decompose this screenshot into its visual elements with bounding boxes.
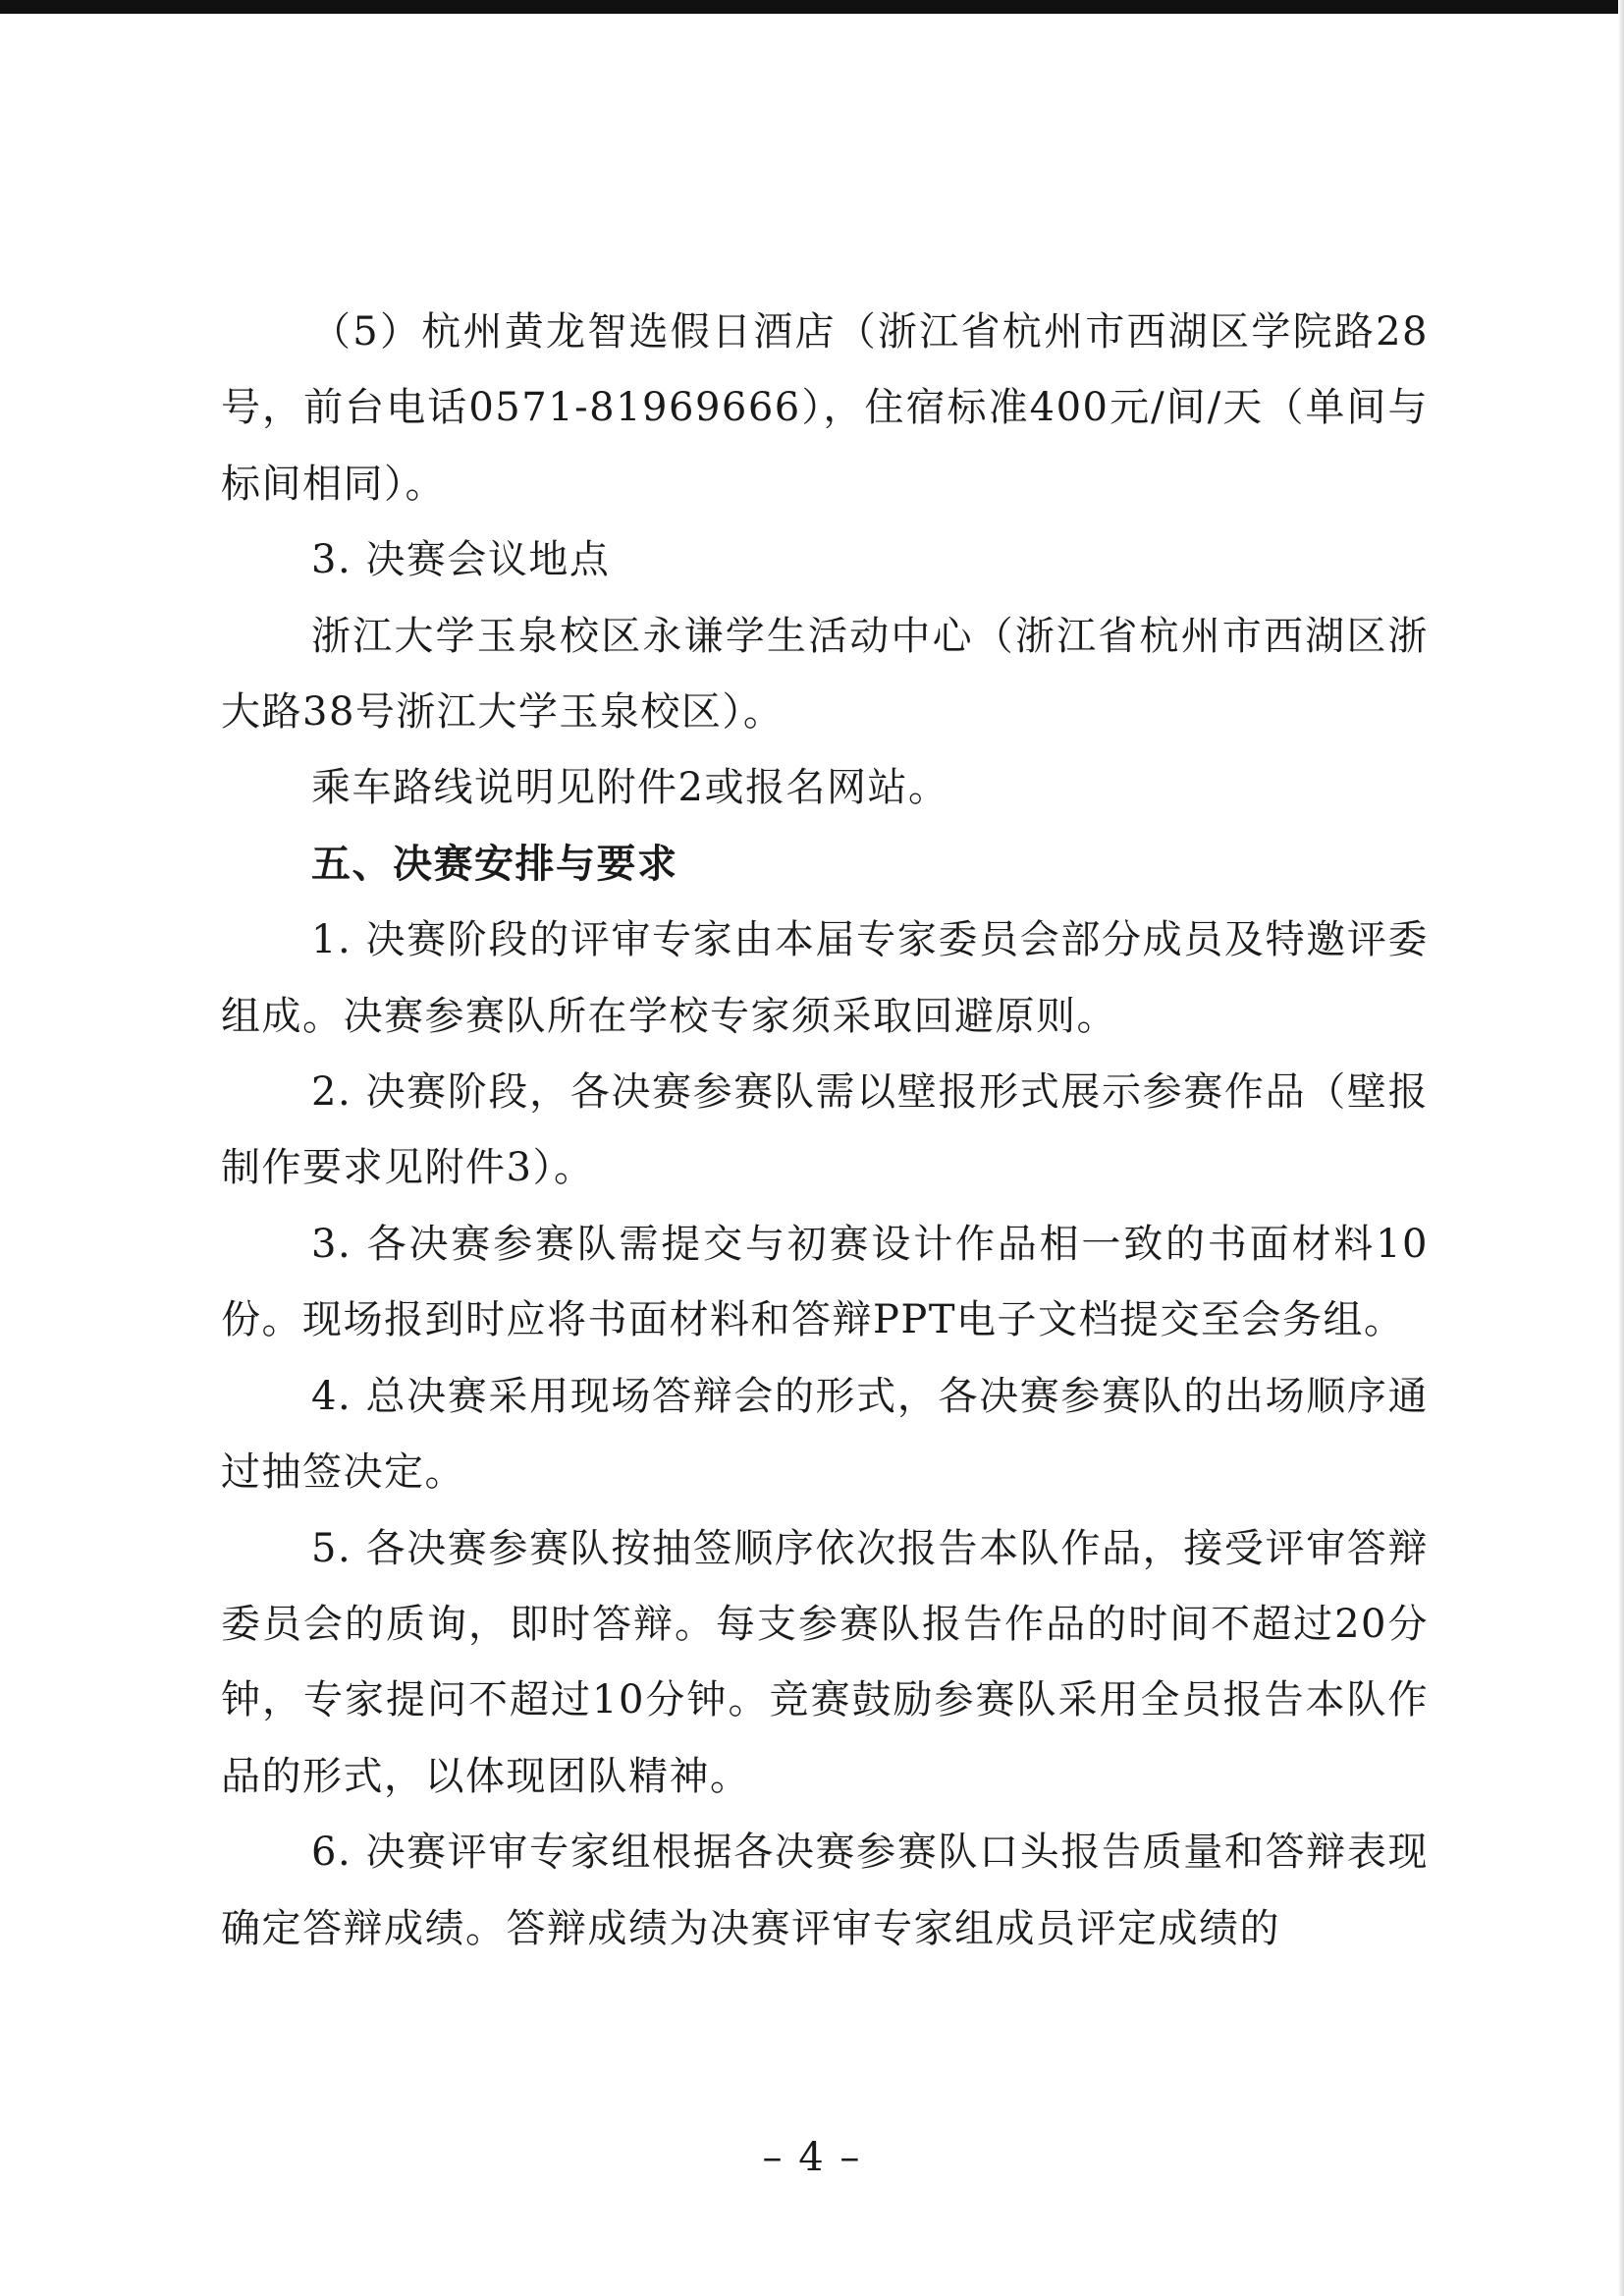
venue-address-paragraph: 浙江大学玉泉校区永谦学生活动中心（浙江省杭州市西湖区浙大路38号浙江大学玉泉校区）。 [221,613,1429,736]
item-5-paragraph: 5. 各决赛参赛队按抽签顺序依次报告本队作品，接受评审答辩委员会的质询，即时答辩。每支参赛队报告作品的时间不超过20分钟，专家提问不超过10分钟。竞赛鼓励参赛队采用全员报告本队作品的形式，以体现团队精神。 [221,1525,1429,1799]
item-1-paragraph: 1. 决赛阶段的评审专家由本届专家委员会部分成员及特邀评委组成。决赛参赛队所在学校专家须采取回避原则。 [221,917,1429,1039]
item-2-paragraph: 2. 决赛阶段，各决赛参赛队需以壁报形式展示参赛作品（壁报制作要求见附件3）。 [221,1069,1429,1191]
item-6-paragraph: 6. 决赛评审专家组根据各决赛参赛队口头报告质量和答辩表现确定答辩成绩。答辩成绩为决赛评审专家组成员评定成绩的 [221,1830,1429,1951]
route-note-paragraph: 乘车路线说明见附件2或报名网站。 [311,765,949,811]
item-4-paragraph: 4. 总决赛采用现场答辩会的形式，各决赛参赛队的出场顺序通过抽签决定。 [221,1373,1429,1496]
hotel-5-paragraph: （5）杭州黄龙智选假日酒店（浙江省杭州市西湖区学院路28号，前台电话0571-81969666），住宿标准400元/间/天（单间与标间相同）。 [221,309,1429,507]
page-number: – 4 – [762,2135,862,2180]
section-five-heading: 五、决赛安排与要求 [311,841,678,887]
scan-top-edge [0,0,1624,14]
scan-right-edge [1618,0,1624,2296]
venue-subheading: 3. 决赛会议地点 [311,537,611,583]
item-3-paragraph: 3. 各决赛参赛队需提交与初赛设计作品相一致的书面材料10份。现场报到时应将书面材料和答辩PPT电子文档提交至会务组。 [221,1221,1429,1343]
page-body [221,295,1429,1967]
